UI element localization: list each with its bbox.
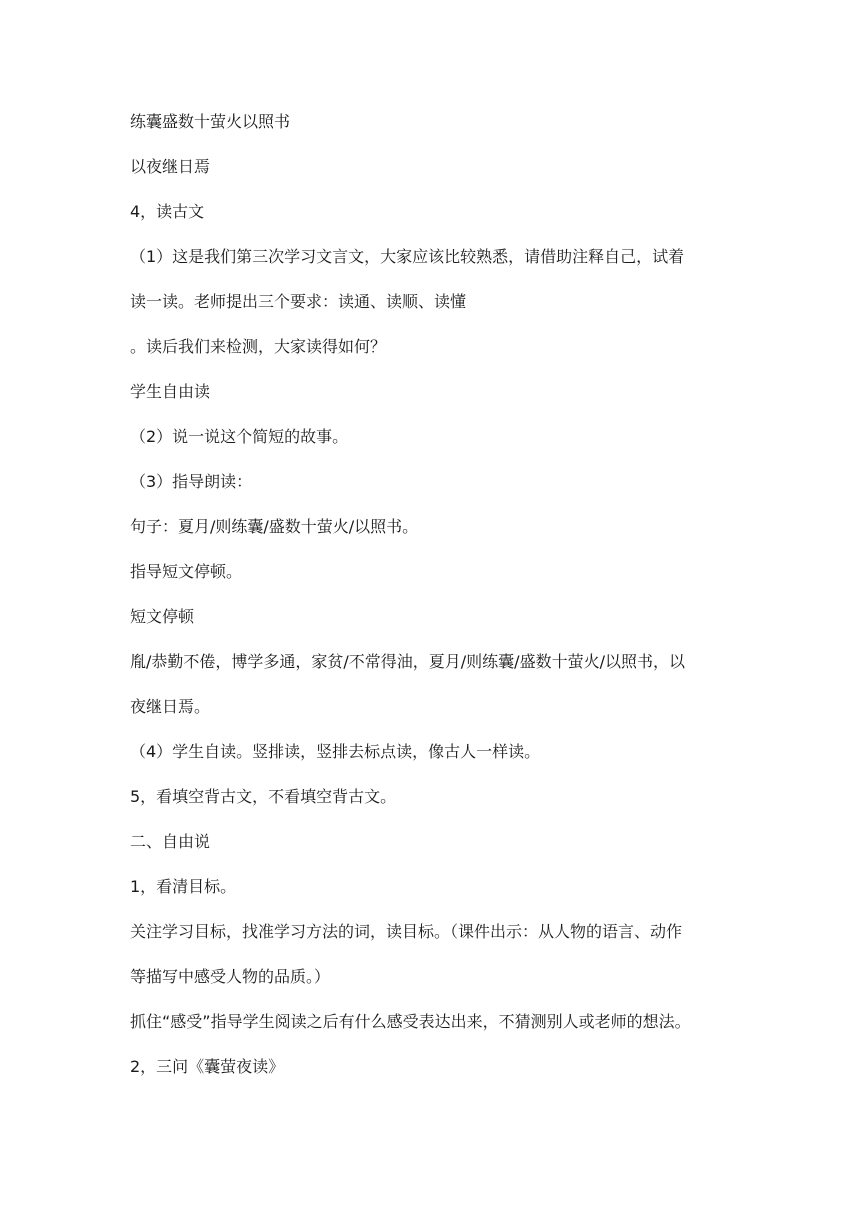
text-line: 关注学习目标，找准学习方法的词，读目标。（课件出示：从人物的语言、动作 [130, 922, 683, 941]
text-line: 读一读。老师提出三个要求：读通、读顺、读懂 [130, 292, 467, 311]
text-line: 胤/恭勤不倦，博学多通，家贫/不常得油，夏月/则练囊/盛数十萤火/以照书，以 [130, 652, 685, 671]
section-heading: 1，看清目标。 [130, 877, 237, 896]
text-line: （2）说一说这个简短的故事。 [130, 427, 349, 446]
text-line: 练囊盛数十萤火以照书 [130, 112, 291, 131]
text-line: （3）指导朗读： [130, 472, 253, 491]
section-heading: 5，看填空背古文，不看填空背古文。 [130, 787, 397, 806]
text-line: （1）这是我们第三次学习文言文，大家应该比较熟悉，请借助注释自己，试着 [130, 247, 685, 266]
text-line: 句子：夏月/则练囊/盛数十萤火/以照书。 [130, 517, 419, 536]
section-heading: 2，三问《囊萤夜读》 [130, 1057, 285, 1076]
section-heading: 4，读古文 [130, 202, 205, 221]
text-line: 夜继日焉。 [130, 697, 211, 716]
text-line: 学生自由读 [130, 382, 211, 401]
document-body [130, 111, 740, 1078]
section-heading: 二、自由说 [130, 832, 211, 851]
text-line: 以夜继日焉 [130, 157, 211, 176]
text-line: 指导短文停顿。 [130, 562, 243, 581]
text-line: （4）学生自读。竖排读，竖排去标点读，像古人一样读。 [130, 742, 541, 761]
text-line: 短文停顿 [130, 607, 195, 626]
text-line: 抓住“感受”指导学生阅读之后有什么感受表达出来，不猜测别人或老师的想法。 [130, 1012, 691, 1031]
text-line: 。读后我们来检测，大家读得如何？ [130, 337, 387, 356]
text-line: 等描写中感受人物的品质。） [130, 967, 331, 986]
